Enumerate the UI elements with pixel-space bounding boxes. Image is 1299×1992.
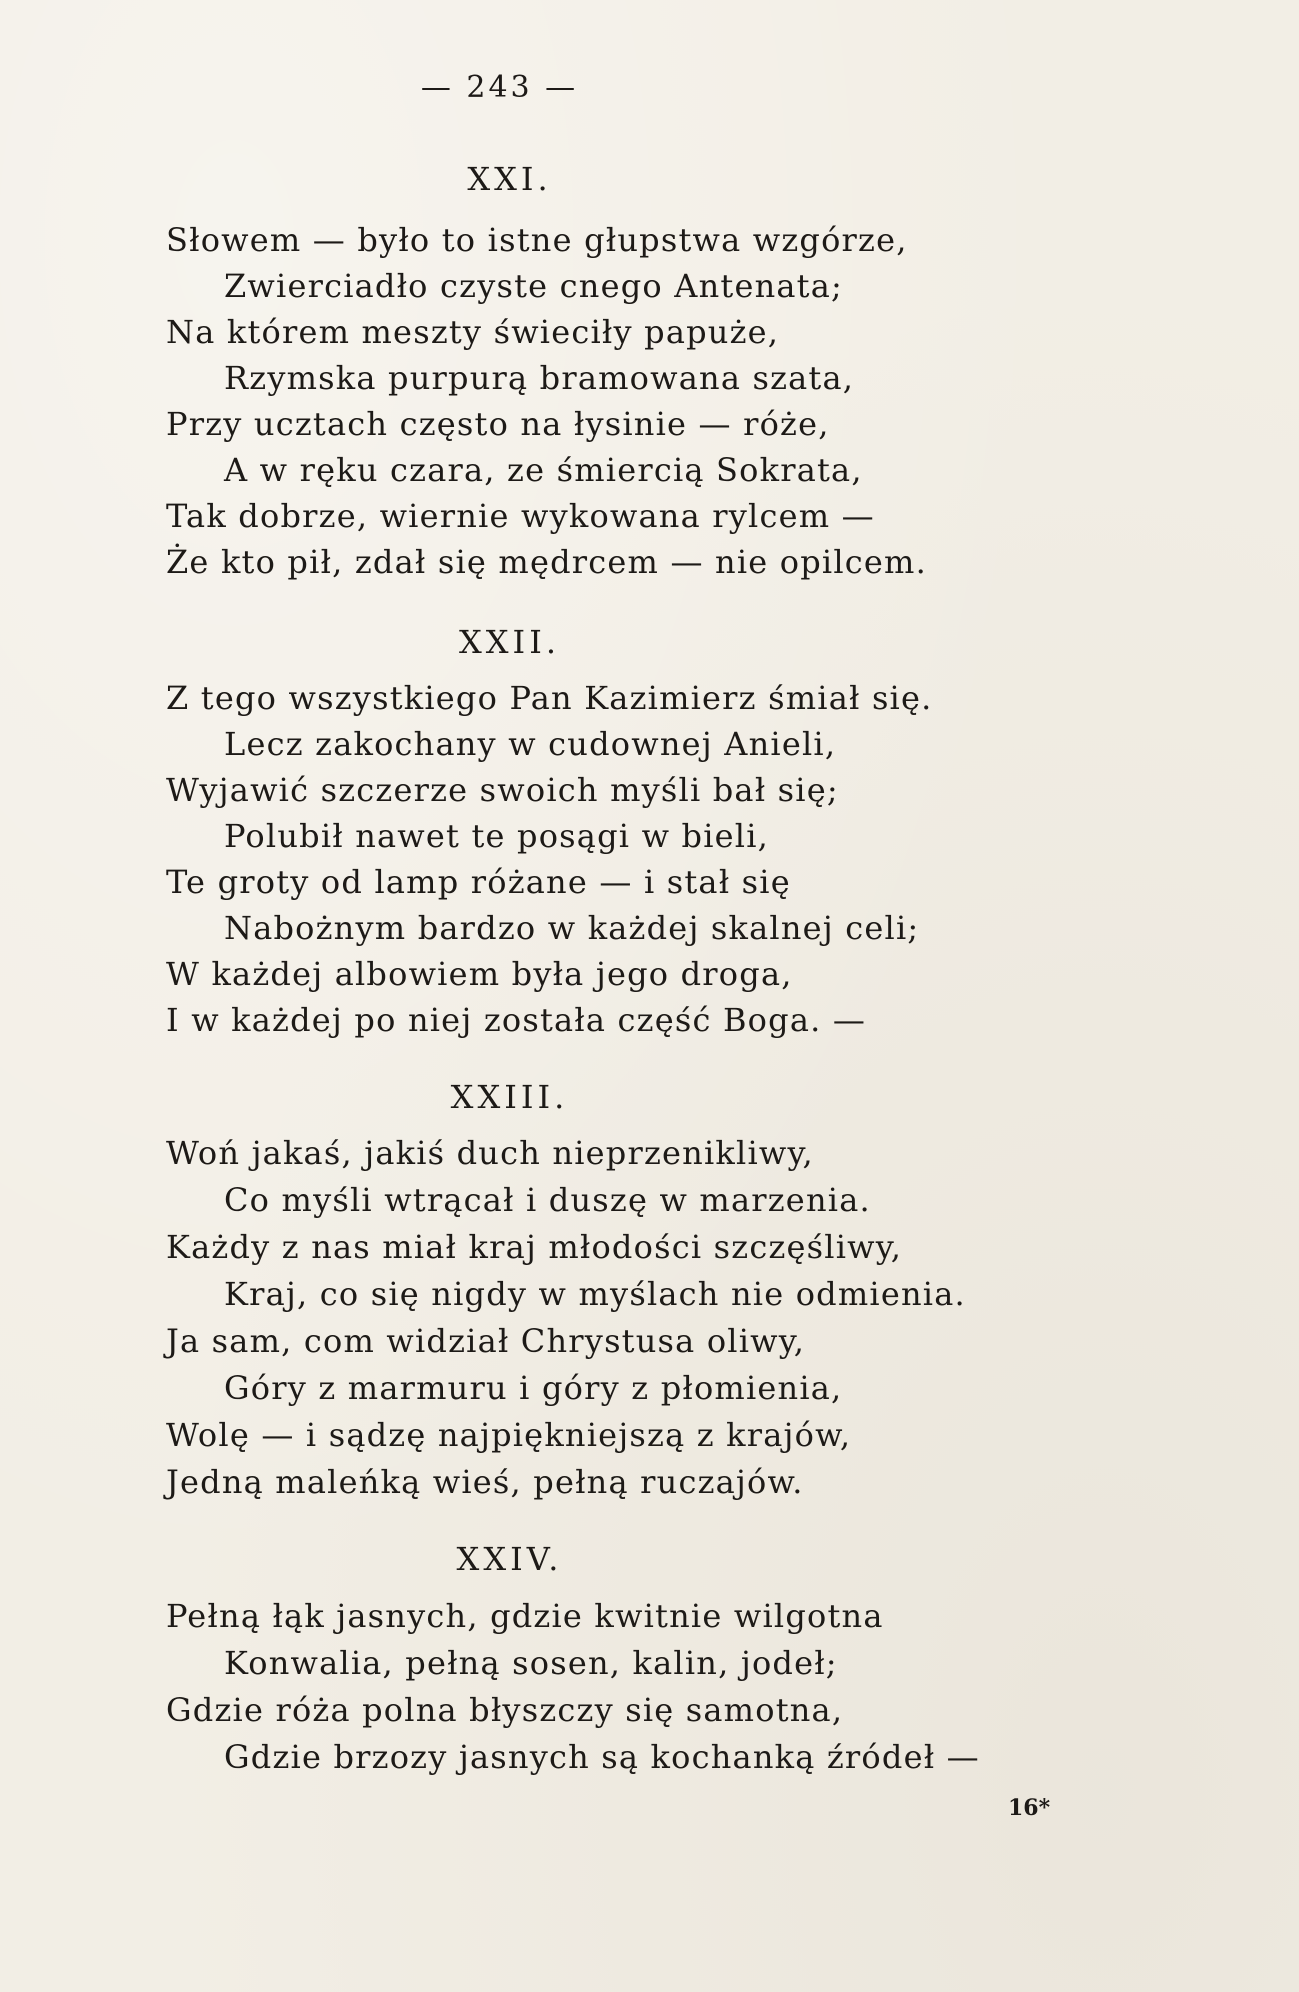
stanza-title: XXI. bbox=[467, 160, 552, 198]
stanza-title: XXIV. bbox=[456, 1540, 563, 1578]
verse-line: Pełną łąk jasnych, gdzie kwitnie wilgotna bbox=[166, 1597, 884, 1635]
verse-line: Rzymska purpurą bramowana szata, bbox=[224, 359, 855, 397]
verse-line: Słowem — było to istne głupstwa wzgórze, bbox=[166, 221, 908, 259]
stanza-title: XXII. bbox=[458, 623, 560, 661]
verse-line: Lecz zakochany w cudownej Anieli, bbox=[224, 725, 837, 763]
verse-line: Wolę — i sądzę najpiękniejszą z krajów, bbox=[166, 1416, 852, 1454]
verse-line: Że kto pił, zdał się mędrcem — nie opilcem. bbox=[166, 543, 927, 581]
verse-line: Konwalia, pełną sosen, kalin, jodeł; bbox=[224, 1644, 838, 1682]
verse-line: Ja sam, com widział Chrystusa oliwy, bbox=[166, 1322, 806, 1360]
verse-line: Te groty od lamp różane — i stał się bbox=[166, 863, 791, 901]
verse-line: Gdzie brzozy jasnych są kochanką źródeł — bbox=[224, 1738, 980, 1776]
verse-line: Co myśli wtrącał i duszę w marzenia. bbox=[224, 1181, 871, 1219]
verse-line: Polubił nawet te posągi w bieli, bbox=[224, 817, 770, 855]
verse-line: Zwierciadło czyste cnego Antenata; bbox=[224, 267, 843, 305]
verse-line: Tak dobrze, wiernie wykowana rylcem — bbox=[166, 497, 875, 535]
verse-line: Wyjawić szczerze swoich myśli bał się; bbox=[166, 771, 839, 809]
verse-line: Góry z marmuru i góry z płomienia, bbox=[224, 1369, 843, 1407]
verse-line: Woń jakaś, jakiś duch nieprzenikliwy, bbox=[166, 1134, 814, 1172]
verse-line: Nabożnym bardzo w każdej skalnej celi; bbox=[224, 909, 920, 947]
verse-line: Każdy z nas miał kraj młodości szczęśliwy, bbox=[166, 1228, 903, 1266]
verse-line: Kraj, co się nigdy w myślach nie odmienia. bbox=[224, 1275, 966, 1313]
verse-line: W każdej albowiem była jego droga, bbox=[166, 955, 793, 993]
verse-line: Gdzie róża polna błyszczy się samotna, bbox=[166, 1691, 844, 1729]
page-number: — 243 — bbox=[420, 70, 579, 105]
verse-line: A w ręku czara, ze śmiercią Sokrata, bbox=[224, 451, 863, 489]
verse-line: I w każdej po niej została część Boga. — bbox=[166, 1001, 867, 1039]
verse-line: Na którem meszty świeciły papuże, bbox=[166, 313, 780, 351]
verse-line: Przy ucztach często na łysinie — róże, bbox=[166, 405, 830, 443]
verse-line: Jedną maleńką wieś, pełną ruczajów. bbox=[166, 1463, 804, 1501]
printer-signature-mark: 16* bbox=[1008, 1795, 1051, 1821]
verse-line: Z tego wszystkiego Pan Kazimierz śmiał się. bbox=[166, 679, 933, 717]
stanza-title: XXIII. bbox=[450, 1078, 569, 1116]
